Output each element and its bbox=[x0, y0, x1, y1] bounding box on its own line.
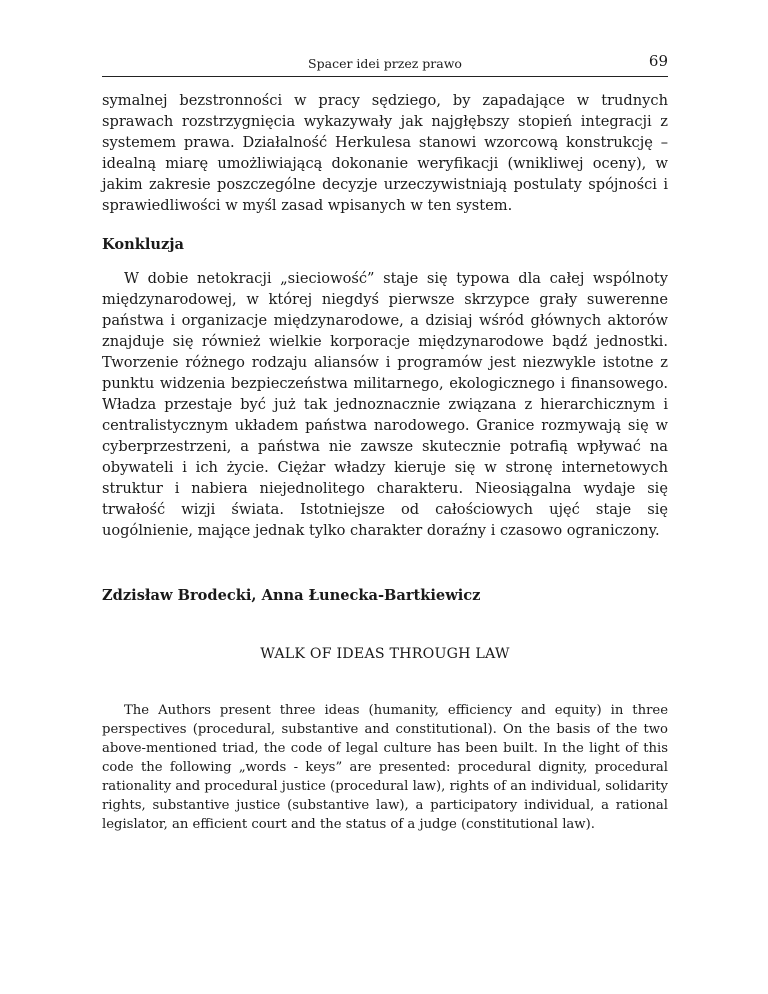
english-abstract: The Authors present three ideas (humanity, efficiency and equity) in three perspectives (procedural, substantive and constitutional). On the basis of the two above-mentioned triad, the code of legal culture has been built. In the light of this code the following „words - keys” are presented: procedural dignity, procedural rationality and procedural justice (procedural law), rights of an individual, solidarity rights, substantive justice (substantive law), a participatory individual, a rational legislator, an efficient court and the status of a judge (constitutional law). bbox=[102, 703, 668, 832]
running-title: Spacer idei przez prawo bbox=[308, 56, 462, 71]
page-number: 69 bbox=[648, 52, 668, 70]
page-body bbox=[102, 90, 668, 834]
conclusion-paragraph: W dobie netokracji „sieciowość” staje się typowa dla całej wspólnoty międzynarodowej, w której niegdyś pierwsze skrzypce grały suwerenne państwa i organizacje międzynarodowe, a dzisiaj wśród głównych aktorów znajduje się również wielkie korporacje międzynarodowe bądź jednostki. Tworzenie różnego rodzaju aliansów i programów jest niezwykle istotne z punktu widzenia bezpieczeństwa militarnego, ekologicznego i finansowego. Władza przestaje być już tak jednoznacznie związana z hierarchicznym i centralistycznym układem państwa narodowego. Granice rozmywają się w cyberprzestrzeni, a państwa nie zawsze skutecznie potrafią wpływać na obywateli i ich życie. Ciężar władzy kieruje się w stronę internetowych struktur i nabiera niejednolitego charakteru. Nieosiągalna wydaje się trwałość wizji świata. Istotniejsze od całościowych ujęć staje się uogólnienie, mające jednak tylko charakter doraźny i czasowo ograniczony. bbox=[102, 270, 668, 539]
authors-line: Zdzisław Brodecki, Anna Łunecka-Bartkiewicz bbox=[102, 587, 481, 604]
page-header bbox=[102, 52, 668, 77]
english-title: WALK OF IDEAS THROUGH LAW bbox=[260, 646, 510, 662]
section-heading: Konkluzja bbox=[102, 236, 184, 253]
intro-paragraph: symalnej bezstronności w pracy sędziego, by zapadające w trudnych sprawach rozstrzygnięcia wykazywały jak najgłębszy stopień integracji z systemem prawa. Działalność Herkulesa stanowi wzorcową konstrukcję – idealną miarę umożliwiającą dokonanie weryfikacji (wnikliwej oceny), w jakim zakresie poszczególne decyzje urzeczywistniają postulaty spójności i sprawiedliwości w myśl zasad wpisanych w ten system. bbox=[102, 92, 668, 214]
